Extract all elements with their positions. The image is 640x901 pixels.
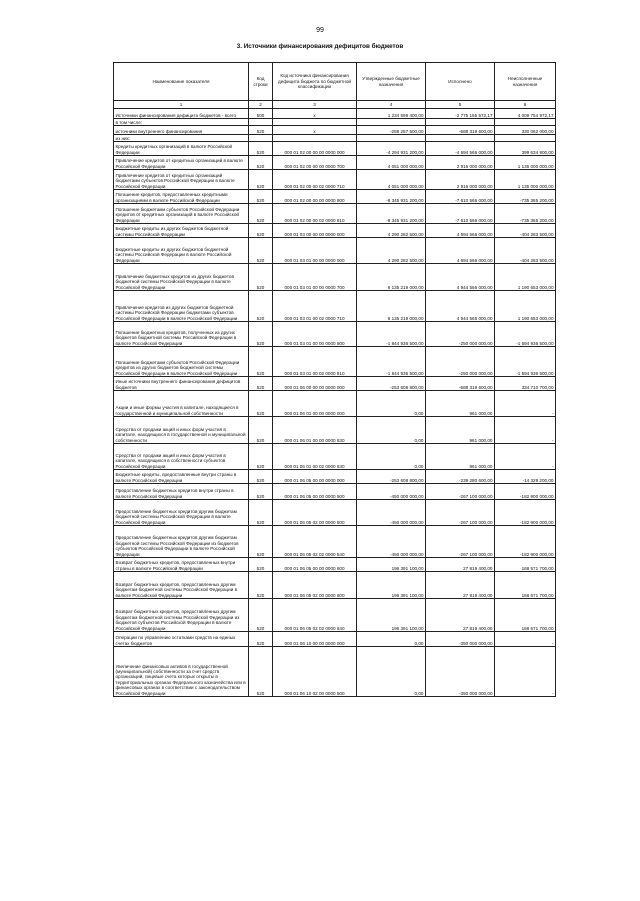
column-number: 1 xyxy=(114,101,249,109)
column-number: 3 xyxy=(273,101,357,109)
row-line-code xyxy=(249,135,273,142)
row-source-code: 000 01 02 00 00 02 0000 710 xyxy=(273,170,357,190)
table-row xyxy=(114,156,556,170)
row-name: источники внутреннего финансирования xyxy=(114,126,249,135)
table-row xyxy=(114,291,556,322)
row-approved: 0,00 xyxy=(357,444,426,470)
header-source-code: Код источника финансирования дефицита бюджета по бюджетной классификации xyxy=(273,63,357,101)
row-executed: 27 819 400,00 xyxy=(426,572,495,599)
row-name: Иные источники внутреннего финансирования дефицитов бюджетов xyxy=(114,377,249,391)
row-source-code: x xyxy=(273,109,357,119)
row-name: Бюджетные кредиты, предоставленные внутри страны в валюте Российской Федерации xyxy=(114,470,249,484)
row-unexecuted: -404 283 500,00 xyxy=(495,224,556,238)
row-source-code: 000 01 03 00 00 00 0000 000 xyxy=(273,224,357,238)
row-line-code: 520 xyxy=(249,156,273,170)
financing-sources-table xyxy=(113,62,556,697)
table-row xyxy=(114,599,556,632)
row-executed: 4 694 566 000,00 xyxy=(426,224,495,238)
row-name: Погашение кредитов, предоставленных кредитными организациями в валюте Российской Федерации xyxy=(114,190,249,204)
row-approved: -4 294 931 200,00 xyxy=(357,142,426,156)
table-row xyxy=(114,526,556,558)
row-name: Средства от продажи акций и иных форм участия в капитале, находящихся в собственности субъектов Российской Федерации xyxy=(114,444,249,470)
header-line-code: Код строки xyxy=(249,63,273,101)
row-source-code: 000 01 02 00 00 00 0000 000 xyxy=(273,142,357,156)
row-source-code: 000 01 02 00 00 00 0000 800 xyxy=(273,190,357,204)
row-approved: -450 000 000,00 xyxy=(357,526,426,558)
row-line-code: 520 xyxy=(249,142,273,156)
row-executed: -350 000 000,00 xyxy=(426,632,495,647)
header-executed: Исполнено xyxy=(426,63,495,101)
row-approved: -8 345 931 200,00 xyxy=(357,190,426,204)
row-name: Бюджетные кредиты из других бюджетов бюджетной системы Российской Федерации xyxy=(114,224,249,238)
header-name: Наименование показателя xyxy=(114,63,249,101)
row-line-code: 520 xyxy=(249,417,273,444)
row-approved: 196 391 100,00 xyxy=(357,558,426,572)
row-name: Привлечение кредитов из других бюджетов бюджетной системы Российской Федерации бюджетами субъектов Российской Федерации в валюте Российской Федерации xyxy=(114,291,249,322)
row-line-code: 520 xyxy=(249,470,273,484)
row-line-code: 520 xyxy=(249,322,273,347)
row-name: из них: xyxy=(114,135,249,142)
row-name: Возврат бюджетных кредитов, предоставленных другим бюджетам бюджетной системы Российской Федерации из бюджетов субъектов Российской Федерации в валюте Российской Федерации xyxy=(114,599,249,632)
row-unexecuted: 1 135 000 000,00 xyxy=(495,156,556,170)
row-approved: 4 290 282 500,00 xyxy=(357,224,426,238)
row-line-code: 520 xyxy=(249,204,273,224)
row-unexecuted: - xyxy=(495,391,556,417)
row-line-code: 520 xyxy=(249,170,273,190)
row-name: Возврат бюджетных кредитов, предоставленных другим бюджетам бюджетной системы Российской Федерации в валюте Российской Федерации xyxy=(114,572,249,599)
row-approved: 0,00 xyxy=(357,632,426,647)
row-executed: -588 319 600,00 xyxy=(426,126,495,135)
row-line-code xyxy=(249,119,273,126)
column-number: 4 xyxy=(357,101,426,109)
row-name: Погашение бюджетами субъектов Российской Федерации кредитов от кредитных организаций в валюте Российской Федерации xyxy=(114,204,249,224)
row-approved: -450 000 000,00 xyxy=(357,484,426,500)
row-line-code: 520 xyxy=(249,291,273,322)
row-executed: -7 610 566 000,00 xyxy=(426,190,495,204)
row-source-code: 000 01 06 01 00 00 0000 630 xyxy=(273,417,357,444)
row-source-code: x xyxy=(273,126,357,135)
table-row xyxy=(114,190,556,204)
row-source-code: 000 01 06 05 00 00 0000 600 xyxy=(273,558,357,572)
row-source-code: 000 01 06 05 00 00 0000 500 xyxy=(273,484,357,500)
row-executed: -267 100 000,00 xyxy=(426,500,495,526)
row-unexecuted: 168 571 700,00 xyxy=(495,558,556,572)
row-approved: -253 608 800,00 xyxy=(357,470,426,484)
row-executed: 4 694 566 000,00 xyxy=(426,238,495,264)
row-approved: 6 135 219 000,00 xyxy=(357,291,426,322)
row-line-code: 520 xyxy=(249,632,273,647)
row-approved: 6 135 219 000,00 xyxy=(357,264,426,291)
table-row xyxy=(114,470,556,484)
table-row xyxy=(114,347,556,377)
header-unexecuted: Неисполненные назначения xyxy=(495,63,556,101)
row-line-code: 520 xyxy=(249,190,273,204)
row-unexecuted: -735 365 200,00 xyxy=(495,204,556,224)
row-name: Кредиты кредитных организаций в валюте Российской Федерации xyxy=(114,142,249,156)
row-unexecuted: -182 900 000,00 xyxy=(495,484,556,500)
row-name: Предоставление бюджетных кредитов внутри страны в валюте Российской Федерации xyxy=(114,484,249,500)
row-source-code xyxy=(273,119,357,126)
row-unexecuted: 1 135 000 000,00 xyxy=(495,170,556,190)
table-row xyxy=(114,484,556,500)
table-row xyxy=(114,572,556,599)
row-source-code: 000 01 03 01 00 00 0000 000 xyxy=(273,238,357,264)
row-unexecuted: - xyxy=(495,444,556,470)
table-row xyxy=(114,444,556,470)
row-line-code: 520 xyxy=(249,599,273,632)
row-executed: -267 100 000,00 xyxy=(426,526,495,558)
row-approved: 0,00 xyxy=(357,391,426,417)
row-executed: -267 100 000,00 xyxy=(426,484,495,500)
row-approved: 4 051 000 000,00 xyxy=(357,170,426,190)
row-name: Погашение бюджетами субъектов Российской Федерации кредитов из других бюджетов бюджетной системы Российской Федерации в валюте Российской Федерации xyxy=(114,347,249,377)
row-line-code: 520 xyxy=(249,224,273,238)
row-line-code: 520 xyxy=(249,391,273,417)
row-executed: -250 000 000,00 xyxy=(426,322,495,347)
row-approved: -1 844 936 500,00 xyxy=(357,322,426,347)
row-source-code: 000 01 06 10 02 00 0000 500 xyxy=(273,647,357,697)
row-name: Акции и иные формы участия в капитале, находящиеся в государственной и муниципальной собственности xyxy=(114,391,249,417)
table-row xyxy=(114,322,556,347)
table-row xyxy=(114,647,556,697)
row-source-code: 000 01 06 00 00 00 0000 000 xyxy=(273,377,357,391)
row-unexecuted: 1 190 653 000,00 xyxy=(495,291,556,322)
row-executed: 4 944 566 000,00 xyxy=(426,264,495,291)
column-number: 6 xyxy=(495,101,556,109)
row-source-code: 000 01 06 01 00 00 0000 000 xyxy=(273,391,357,417)
row-executed: 4 944 566 000,00 xyxy=(426,291,495,322)
row-unexecuted: 4 009 754 972,17 xyxy=(495,109,556,119)
row-executed xyxy=(426,135,495,142)
row-unexecuted: - xyxy=(495,647,556,697)
row-unexecuted: -182 900 000,00 xyxy=(495,526,556,558)
row-unexecuted: - xyxy=(495,632,556,647)
row-approved: 4 051 000 000,00 xyxy=(357,156,426,170)
row-source-code: 000 01 06 05 00 00 0000 000 xyxy=(273,470,357,484)
row-line-code: 520 xyxy=(249,484,273,500)
row-source-code: 000 01 02 00 00 02 0000 810 xyxy=(273,204,357,224)
row-unexecuted: 399 634 800,00 xyxy=(495,142,556,156)
row-unexecuted: -404 283 500,00 xyxy=(495,238,556,264)
table-row xyxy=(114,170,556,190)
row-unexecuted: -1 594 936 500,00 xyxy=(495,322,556,347)
row-source-code: 000 01 06 05 02 00 0000 600 xyxy=(273,572,357,599)
row-executed: -4 694 566 000,00 xyxy=(426,142,495,156)
row-approved xyxy=(357,135,426,142)
row-approved: -258 257 500,00 xyxy=(357,126,426,135)
row-line-code: 520 xyxy=(249,500,273,526)
row-approved: 0,00 xyxy=(357,417,426,444)
row-name: Бюджетные кредиты из других бюджетов бюджетной системы Российской Федерации в валюте Российской Федерации xyxy=(114,238,249,264)
row-unexecuted: -735 365 200,00 xyxy=(495,190,556,204)
table-row xyxy=(114,204,556,224)
row-unexecuted: - xyxy=(495,417,556,444)
table-row xyxy=(114,135,556,142)
row-approved: 0,00 xyxy=(357,647,426,697)
table-row xyxy=(114,377,556,391)
row-name: Возврат бюджетных кредитов, предоставленных внутри страны в валюте Российской Федерации xyxy=(114,558,249,572)
row-executed: 961 000,00 xyxy=(426,391,495,417)
table-row xyxy=(114,417,556,444)
row-executed: -2 775 155 572,17 xyxy=(426,109,495,119)
row-source-code: 000 01 06 05 02 02 0000 640 xyxy=(273,599,357,632)
row-approved: 196 391 100,00 xyxy=(357,572,426,599)
row-executed: 961 000,00 xyxy=(426,417,495,444)
table-row xyxy=(114,264,556,291)
row-unexecuted: 168 571 700,00 xyxy=(495,599,556,632)
row-unexecuted: -182 900 000,00 xyxy=(495,500,556,526)
column-number: 5 xyxy=(426,101,495,109)
row-executed: -250 000 000,00 xyxy=(426,347,495,377)
row-source-code: 000 01 03 01 00 02 0000 710 xyxy=(273,291,357,322)
row-executed: 27 819 400,00 xyxy=(426,558,495,572)
row-name: Увеличение финансовых активов в государственной (муниципальной) собственности за счет средств организаций, лицевые счета которых открыты в территориальных органах Федерального казначейства или в финансовых органах в соответствии с законодательством Российской Федерации xyxy=(114,647,249,697)
table-row xyxy=(114,558,556,572)
header-approved: Утвержденные бюджетные назначения xyxy=(357,63,426,101)
row-name: Предоставление бюджетных кредитов другим бюджетам бюджетной системы Российской Федерации из бюджетов субъектов Российской Федерации в валюте Российской Федерации xyxy=(114,526,249,558)
row-name: Источники финансирования дефицита бюджетов - всего xyxy=(114,109,249,119)
row-line-code: 520 xyxy=(249,264,273,291)
row-source-code: 000 01 06 01 00 02 0000 630 xyxy=(273,444,357,470)
row-source-code: 000 01 06 05 02 02 0000 540 xyxy=(273,526,357,558)
row-approved: -450 000 000,00 xyxy=(357,500,426,526)
table-row xyxy=(114,391,556,417)
row-executed: 2 916 000 000,00 xyxy=(426,170,495,190)
row-line-code: 520 xyxy=(249,558,273,572)
row-source-code: 000 01 06 05 02 00 0000 500 xyxy=(273,500,357,526)
row-source-code: 000 01 03 01 00 02 0000 810 xyxy=(273,347,357,377)
row-approved: -253 608 800,00 xyxy=(357,377,426,391)
row-line-code: 520 xyxy=(249,526,273,558)
row-name: Погашение бюджетных кредитов, полученных из других бюджетов бюджетной системы Российской Федерации в валюте Российской Федерации xyxy=(114,322,249,347)
row-source-code: 000 01 03 01 00 00 0000 700 xyxy=(273,264,357,291)
row-unexecuted xyxy=(495,119,556,126)
row-name: Привлечение бюджетных кредитов из других бюджетов бюджетной системы Российской Федерации в валюте Российской Федерации xyxy=(114,264,249,291)
table-header-row xyxy=(114,63,556,101)
row-name: Привлечение кредитов от кредитных организаций бюджетами субъектов Российской Федерации в валюте Российской Федерации xyxy=(114,170,249,190)
row-line-code: 520 xyxy=(249,377,273,391)
table-row xyxy=(114,632,556,647)
table-body xyxy=(114,109,556,697)
row-name: в том числе: xyxy=(114,119,249,126)
column-number: 2 xyxy=(249,101,273,109)
row-source-code: 000 01 02 00 00 00 0000 700 xyxy=(273,156,357,170)
table-row xyxy=(114,109,556,119)
row-unexecuted: -14 328 200,00 xyxy=(495,470,556,484)
table-row xyxy=(114,142,556,156)
row-approved: -8 345 931 200,00 xyxy=(357,204,426,224)
row-name: Привлечение кредитов от кредитных организаций в валюте Российской Федерации xyxy=(114,156,249,170)
table-row xyxy=(114,224,556,238)
row-line-code: 520 xyxy=(249,444,273,470)
row-name: Предоставление бюджетных кредитов другим бюджетам бюджетной системы Российской Федерации в валюте Российской Федерации xyxy=(114,500,249,526)
row-approved: 1 234 599 400,00 xyxy=(357,109,426,119)
row-unexecuted: 168 571 700,00 xyxy=(495,572,556,599)
row-line-code: 500 xyxy=(249,109,273,119)
row-unexecuted xyxy=(495,135,556,142)
row-executed: -239 280 600,00 xyxy=(426,470,495,484)
row-executed: -350 000 000,00 xyxy=(426,647,495,697)
row-approved: -1 844 936 500,00 xyxy=(357,347,426,377)
section-title: 3. Источники финансирования дефицитов бюджетов xyxy=(236,43,404,50)
row-executed: -588 319 600,00 xyxy=(426,377,495,391)
table-row xyxy=(114,500,556,526)
table-row xyxy=(114,238,556,264)
row-executed: 27 819 400,00 xyxy=(426,599,495,632)
row-source-code: 000 01 06 10 00 00 0000 000 xyxy=(273,632,357,647)
row-unexecuted: 1 190 653 000,00 xyxy=(495,264,556,291)
row-approved: 4 290 282 500,00 xyxy=(357,238,426,264)
row-unexecuted: -1 594 936 500,00 xyxy=(495,347,556,377)
row-name: Операции по управлению остатками средств на единых счетах бюджетов xyxy=(114,632,249,647)
row-approved xyxy=(357,119,426,126)
row-unexecuted: 330 062 000,00 xyxy=(495,126,556,135)
row-source-code: 000 01 03 01 00 00 0000 800 xyxy=(273,322,357,347)
row-executed: -7 610 566 000,00 xyxy=(426,204,495,224)
row-line-code: 520 xyxy=(249,572,273,599)
row-unexecuted: 334 710 700,00 xyxy=(495,377,556,391)
row-source-code xyxy=(273,135,357,142)
row-name: Средства от продажи акций и иных форм участия в капитале, находящихся в государственной и муниципальной собственности xyxy=(114,417,249,444)
table-row xyxy=(114,126,556,135)
row-executed: 2 916 000 000,00 xyxy=(426,156,495,170)
row-executed: 961 000,00 xyxy=(426,444,495,470)
row-line-code: 520 xyxy=(249,347,273,377)
page-number: 99 xyxy=(316,27,324,34)
row-line-code: 520 xyxy=(249,647,273,697)
column-number-row xyxy=(114,101,556,109)
table-row xyxy=(114,119,556,126)
row-executed xyxy=(426,119,495,126)
row-line-code: 520 xyxy=(249,238,273,264)
row-line-code: 520 xyxy=(249,126,273,135)
row-approved: 196 391 100,00 xyxy=(357,599,426,632)
